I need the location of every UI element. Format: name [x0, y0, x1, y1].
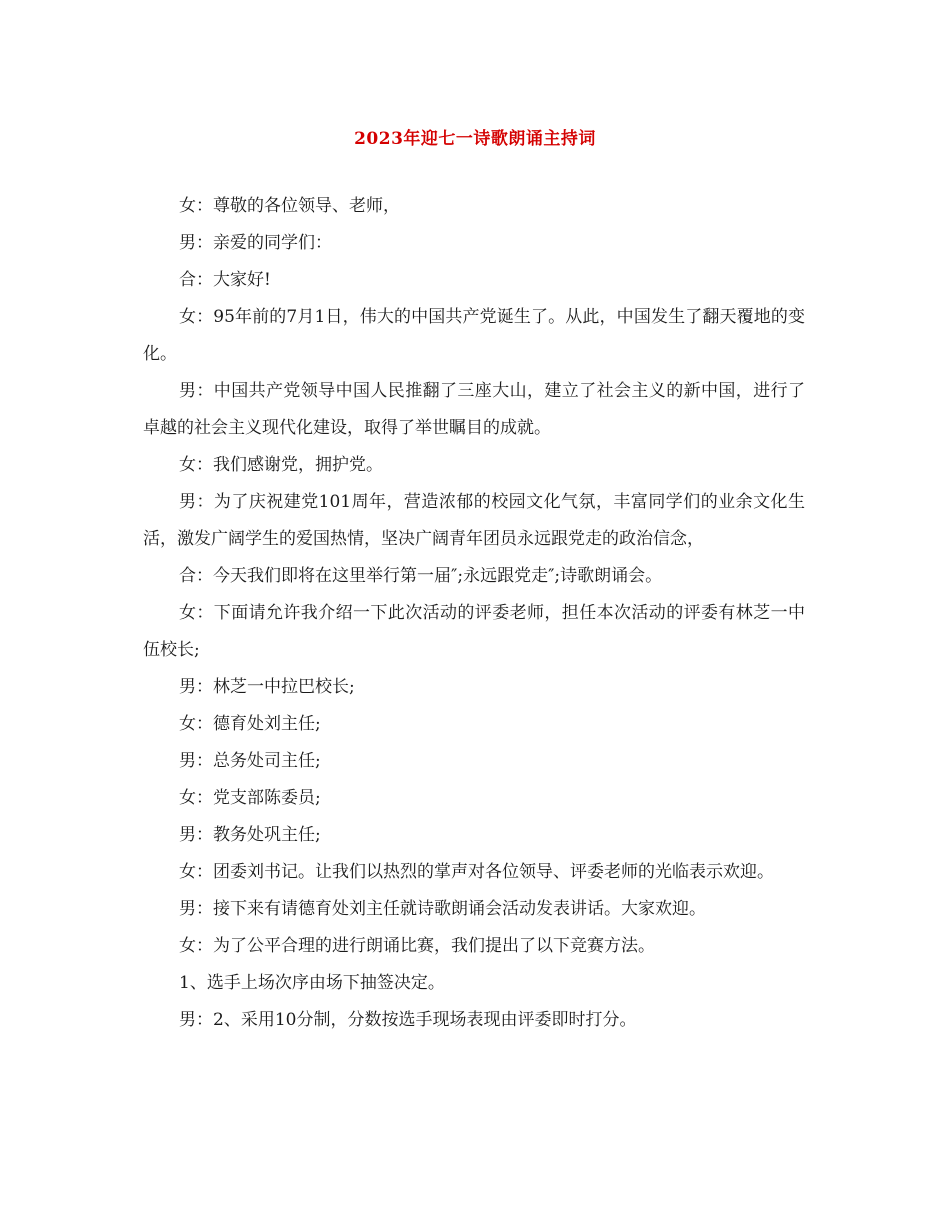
paragraph: 男：总务处司主任; — [179, 751, 321, 771]
paragraph: 男：中国共产党领导中国人民推翻了三座大山，建立了社会主义的新中国，进行了卓越的社会主义现代化建设，取得了举世瞩目的成就。 — [143, 381, 805, 438]
paragraph: 女：95年前的7月1日，伟大的中国共产党诞生了。从此，中国发生了翻天覆地的变化。 — [143, 307, 805, 364]
paragraph: 女：团委刘书记。让我们以热烈的掌声对各位领导、评委老师的光临表示欢迎。 — [179, 862, 774, 882]
paragraph: 女：尊敬的各位领导、老师， — [179, 196, 400, 216]
document-body — [143, 188, 805, 1039]
paragraph: 男：2、采用10分制，分数按选手现场表现由评委即时打分。 — [179, 1010, 637, 1030]
paragraph: 合：今天我们即将在这里举行第一届″;永远跟党走″;诗歌朗诵会。 — [179, 566, 663, 586]
paragraph: 男：为了庆祝建党101周年，营造浓郁的校园文化气氛，丰富同学们的业余文化生活，激发广阔学生的爱国热情，坚决广阔青年团员永远跟党走的政治信念， — [143, 492, 805, 549]
paragraph: 1、选手上场次序由场下抽签决定。 — [179, 973, 445, 993]
paragraph: 女：为了公平合理的进行朗诵比赛，我们提出了以下竞赛方法。 — [179, 936, 655, 956]
paragraph: 女：党支部陈委员; — [179, 788, 321, 808]
paragraph: 女：德育处刘主任; — [179, 714, 321, 734]
paragraph: 男：接下来有请德育处刘主任就诗歌朗诵会活动发表讲话。大家欢迎。 — [179, 899, 706, 919]
paragraph: 女：下面请允许我介绍一下此次活动的评委老师，担任本次活动的评委有林芝一中伍校长; — [143, 603, 805, 660]
paragraph: 男：林芝一中拉巴校长; — [179, 677, 355, 697]
paragraph: 男：亲爱的同学们： — [179, 233, 332, 253]
document-title: 2023年迎七一诗歌朗诵主持词 — [354, 129, 596, 149]
paragraph: 男：教务处巩主任; — [179, 825, 321, 845]
paragraph: 合：大家好! — [179, 270, 271, 290]
paragraph: 女：我们感谢党，拥护党。 — [179, 455, 383, 475]
